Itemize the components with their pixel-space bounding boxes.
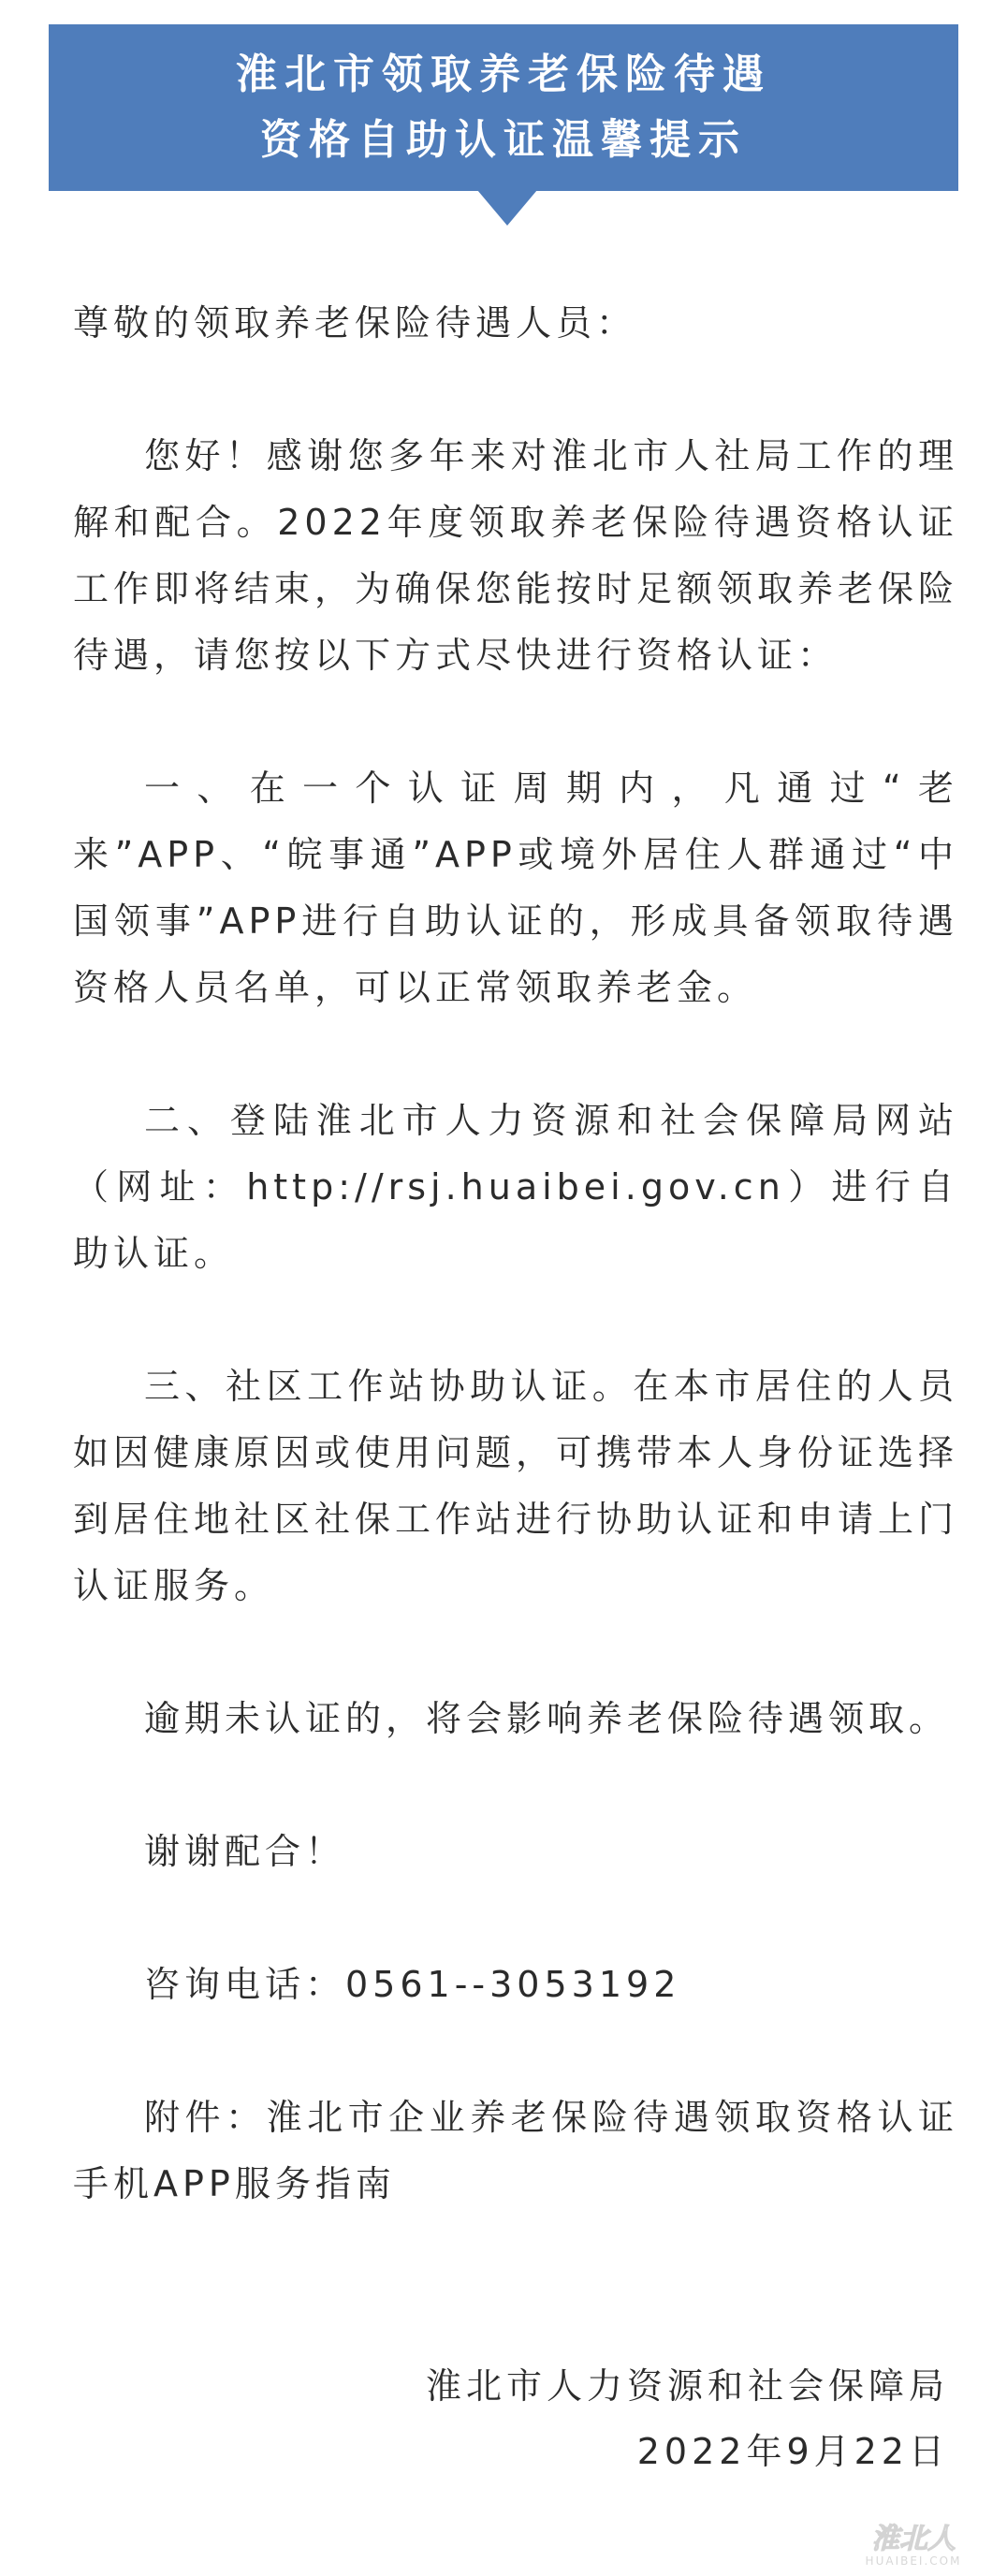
- item-one-paragraph: 一、在一个认证周期内，凡通过“老来”APP、“皖事通”APP或境外居住人群通过“中国领事”APP进行自助认证的，形成具备领取待遇资格人员名单，可以正常领取养老金。: [73, 768, 958, 1008]
- greeting: 尊敬的领取养老保险待遇人员：: [73, 302, 637, 344]
- notice-body: [73, 290, 958, 2217]
- intro-paragraph: 您好！感谢您多年来对淮北市人社局工作的理解和配合。2022年度领取养老保险待遇资格认证工作即将结束，为确保您能按时足额领取养老保险待遇，请您按以下方式尽快进行资格认证：: [73, 435, 959, 676]
- svg-text:HUAIBEI.COM: HUAIBEI.COM: [865, 2554, 962, 2568]
- issuing-organization: 淮北市人力资源和社会保障局: [425, 2365, 949, 2407]
- title-line-1: 淮北市领取养老保险待遇: [236, 51, 771, 98]
- item-two-paragraph: 二、登陆淮北市人力资源和社会保障局网站（网址：http://rsj.huaibei.gov.cn）进行自助认证。: [73, 1100, 958, 1274]
- title-banner: [49, 24, 958, 191]
- attachment-line: 附件：淮北市企业养老保险待遇领取资格认证手机APP服务指南: [73, 2097, 958, 2204]
- title-line-2: 资格自助认证温馨提示: [260, 116, 747, 164]
- hotline-line: 咨询电话：0561--3053192: [144, 1964, 681, 2005]
- svg-text:淮北人: 淮北人: [871, 2523, 956, 2555]
- banner-pointer-arrow: [477, 190, 537, 226]
- issue-date: 2022年9月22日: [636, 2431, 949, 2472]
- item-three-paragraph: 三、社区工作站协助认证。在本市居住的人员如因健康原因或使用问题，可携带本人身份证选择到居住地社区社保工作站进行协助认证和申请上门认证服务。: [73, 1366, 959, 1606]
- thanks-line: 谢谢配合！: [144, 1831, 346, 1872]
- signature-block: [73, 2353, 949, 2484]
- overdue-notice: 逾期未认证的，将会影响养老保险待遇领取。: [144, 1698, 950, 1739]
- site-watermark-logo: [829, 2516, 998, 2569]
